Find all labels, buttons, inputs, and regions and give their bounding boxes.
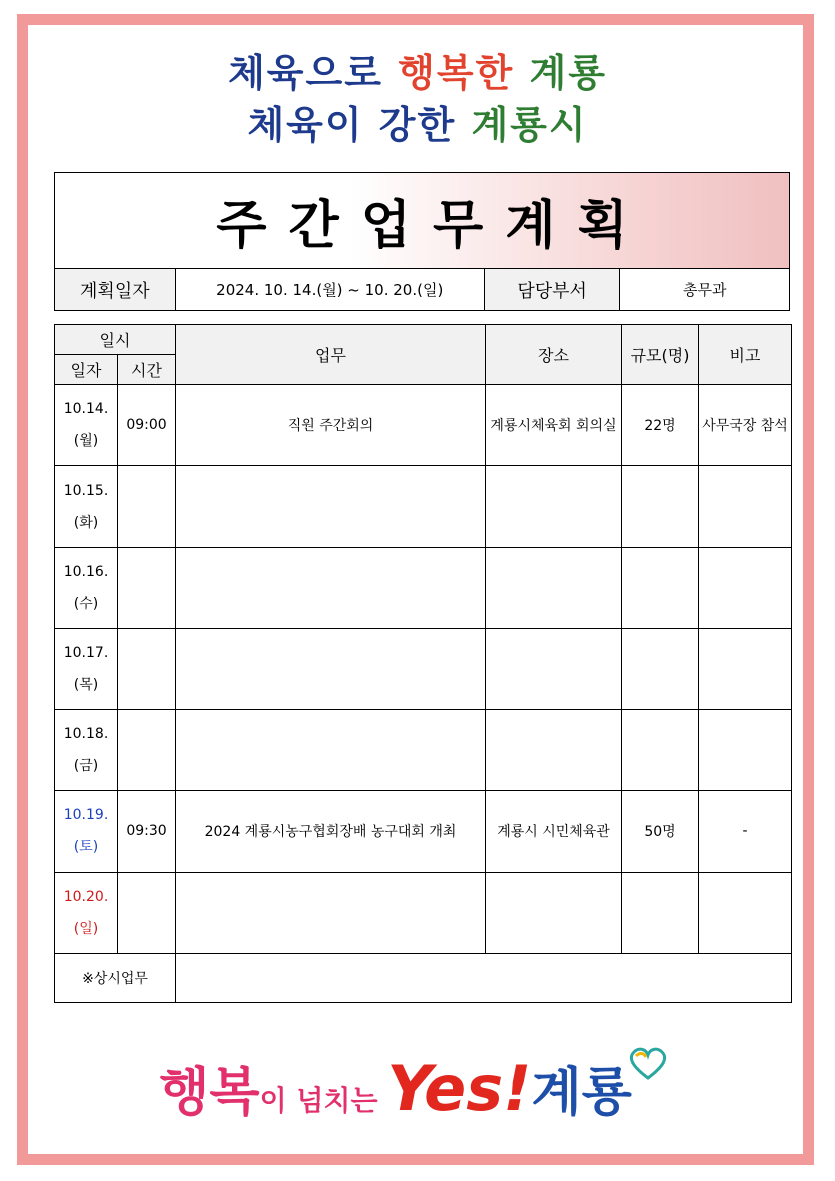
place-cell <box>486 547 622 628</box>
dept-label: 담당부서 <box>485 269 621 310</box>
plan-date-label: 계획일자 <box>55 269 176 310</box>
date-cell <box>55 547 118 628</box>
table-row <box>55 710 792 791</box>
header-note: 비고 <box>699 325 792 385</box>
place-cell: 계룡시체육회 회의실 <box>486 385 622 466</box>
routine-value <box>176 953 792 1002</box>
scale-cell: 50명 <box>622 791 699 872</box>
note-cell <box>699 547 792 628</box>
scale-cell: 22명 <box>622 385 699 466</box>
weekday: (목) <box>73 676 99 693</box>
place-cell <box>486 628 622 709</box>
date-cell <box>55 466 118 547</box>
note-cell <box>699 466 792 547</box>
slogan-line-1 <box>0 42 835 97</box>
footer-slogan <box>0 1050 835 1125</box>
time-cell: 09:00 <box>118 385 176 466</box>
weekday: (일) <box>73 920 99 937</box>
note-cell: - <box>699 791 792 872</box>
slogan-part: 계룡시 <box>471 103 588 147</box>
time-cell <box>118 628 176 709</box>
document-title: 주간업무계획 <box>216 196 650 256</box>
task-cell <box>176 628 486 709</box>
task-cell: 2024 계룡시농구협회장배 농구대회 개최 <box>176 791 486 872</box>
date-cell <box>55 628 118 709</box>
weekday: (토) <box>73 839 99 856</box>
routine-label: ※상시업무 <box>55 953 176 1002</box>
info-row <box>55 269 789 310</box>
weekday: (수) <box>73 595 99 612</box>
heart-icon <box>626 1046 670 1084</box>
date: 10.18. <box>63 726 109 743</box>
plan-date-value: 2024. 10. 14.(월) ~ 10. 20.(일) <box>176 269 485 310</box>
place-cell: 계룡시 시민체육관 <box>486 791 622 872</box>
header-datetime: 일시 <box>55 325 176 355</box>
table-row <box>55 547 792 628</box>
place-cell <box>486 872 622 953</box>
footer-part: Yes! <box>387 1052 532 1125</box>
time-cell: 09:30 <box>118 791 176 872</box>
scale-cell <box>622 466 699 547</box>
weekday: (금) <box>73 758 99 775</box>
scale-cell <box>622 628 699 709</box>
footer-part: 행복 <box>159 1063 260 1123</box>
date: 10.16. <box>63 563 109 580</box>
weekday: (월) <box>73 433 99 450</box>
note-cell <box>699 710 792 791</box>
table-row <box>55 466 792 547</box>
footer-part: 이 넘치는 <box>259 1084 388 1117</box>
slogan-part: 체육으로 <box>228 51 399 95</box>
note-cell <box>699 628 792 709</box>
note-cell: 사무국장 참석 <box>699 385 792 466</box>
header-scale: 규모(명) <box>622 325 699 385</box>
task-cell: 직원 주간회의 <box>176 385 486 466</box>
date-cell <box>55 710 118 791</box>
routine-row <box>55 953 792 1002</box>
weekly-plan-table <box>54 324 792 1003</box>
time-cell <box>118 710 176 791</box>
scale-cell <box>622 710 699 791</box>
date: 10.14. <box>63 401 109 418</box>
task-cell <box>176 547 486 628</box>
task-cell <box>176 466 486 547</box>
time-cell <box>118 466 176 547</box>
date-cell-sunday <box>55 872 118 953</box>
time-cell <box>118 872 176 953</box>
task-cell <box>176 872 486 953</box>
scale-cell <box>622 872 699 953</box>
table-row <box>55 385 792 466</box>
title-band <box>55 173 789 269</box>
date: 10.17. <box>63 644 109 661</box>
header-date: 일자 <box>55 355 118 385</box>
date: 10.19. <box>63 807 109 824</box>
slogan-line-2 <box>0 94 835 149</box>
time-cell <box>118 547 176 628</box>
table-row <box>55 791 792 872</box>
footer-part: 계룡 <box>531 1063 632 1123</box>
date-cell-saturday <box>55 791 118 872</box>
slogan-part: 계룡 <box>514 51 607 95</box>
task-cell <box>176 710 486 791</box>
date-cell <box>55 385 118 466</box>
title-box <box>54 172 790 311</box>
place-cell <box>486 710 622 791</box>
table-row <box>55 872 792 953</box>
scale-cell <box>622 547 699 628</box>
table-row <box>55 628 792 709</box>
place-cell <box>486 466 622 547</box>
slogan-part: 행복한 <box>398 51 515 95</box>
date: 10.15. <box>63 482 109 499</box>
slogan-part: 체육이 강한 <box>247 103 472 147</box>
header-place: 장소 <box>486 325 622 385</box>
note-cell <box>699 872 792 953</box>
weekday: (화) <box>73 514 99 531</box>
date: 10.20. <box>63 888 109 905</box>
dept-value: 총무과 <box>682 281 727 299</box>
header-task: 업무 <box>176 325 486 385</box>
header-time: 시간 <box>118 355 176 385</box>
